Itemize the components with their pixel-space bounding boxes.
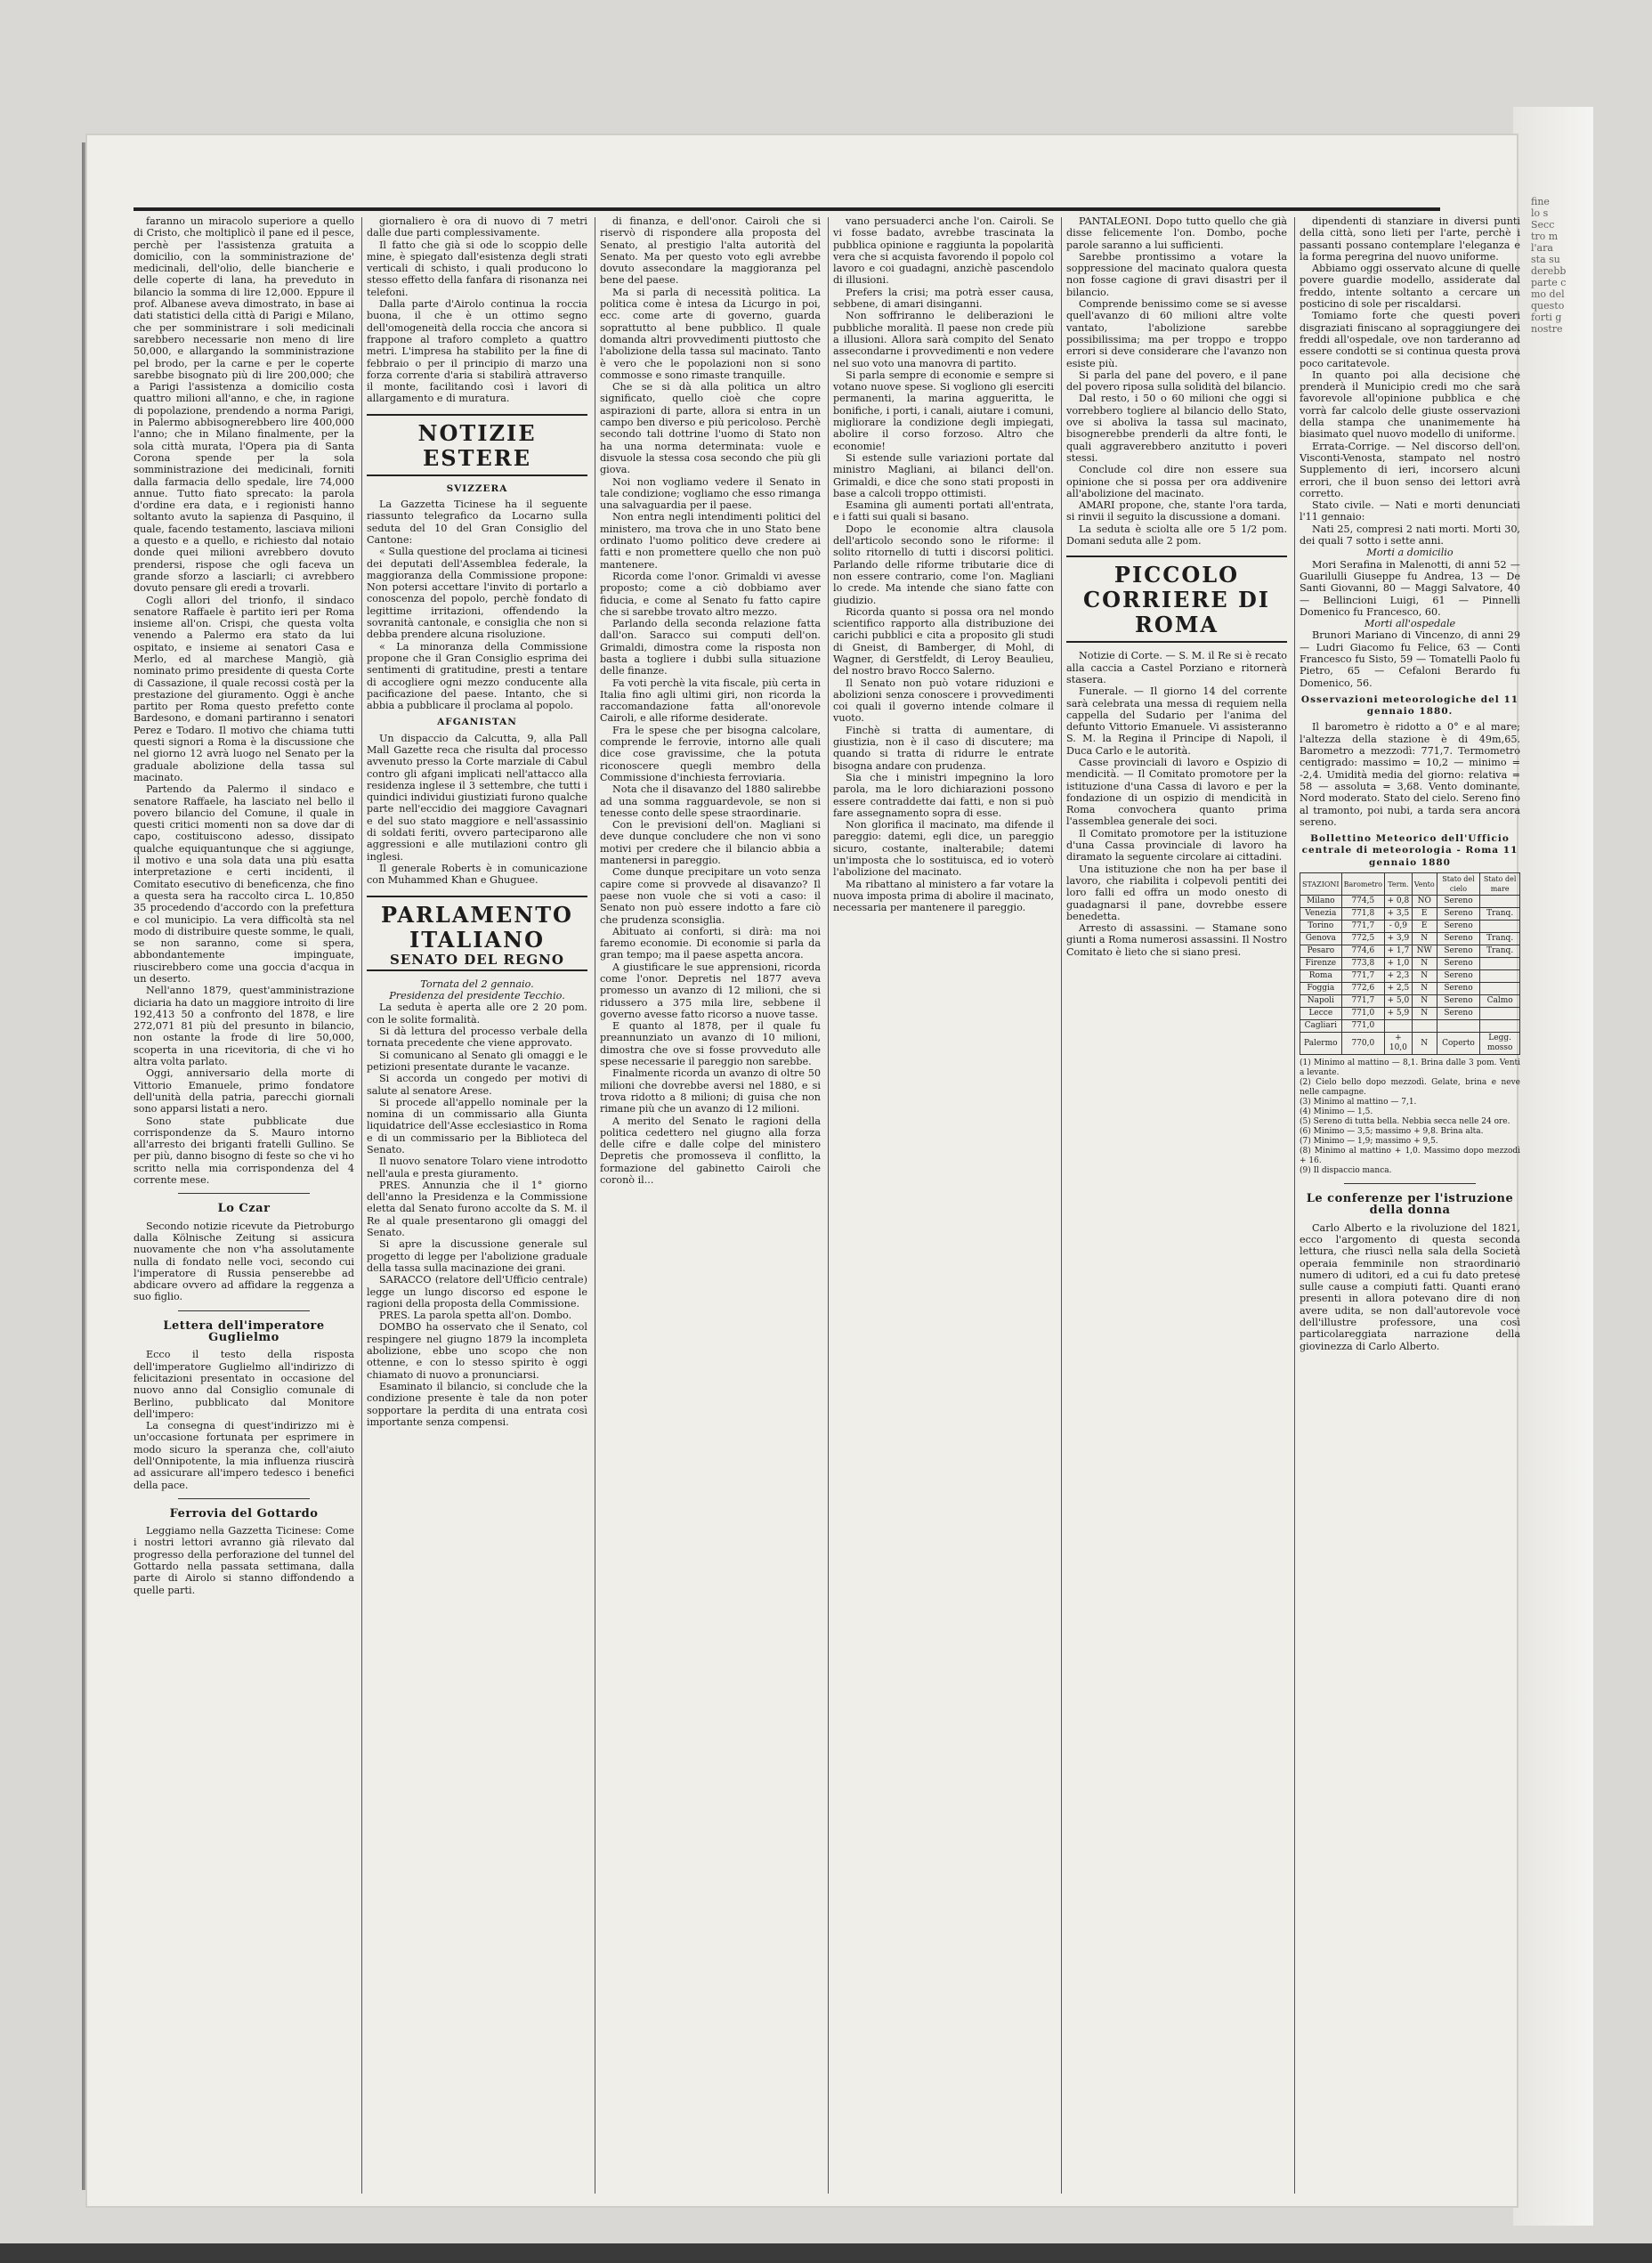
meteo-note: (8) Minimo al mattino + 1,0. Massimo dopo mezzodì + 16. bbox=[1300, 1147, 1520, 1166]
meteo-cell: Sereno bbox=[1437, 933, 1480, 945]
article-paragraph: Brunori Mariano di Vincenzo, di anni 29 — Ludri Giacomo fu Felice, 63 — Conti Francesco fu Sisto, 59 — Tomatelli Paolo fu Pietro, 65 — Cefaloni Berardo fu Domenico, 56. bbox=[1300, 629, 1520, 689]
section-separator bbox=[1344, 1183, 1477, 1184]
article-paragraph: Dopo le economie altra clausola dell'articolo secondo sono le riforme: il solito ritornello di tutti i discorsi politici. Parlando delle riforme tributarie dice di non essere contrario, come l'on. Magliani lo crede. Ma intende che siano fatte con giudizio. bbox=[833, 523, 1054, 606]
article-paragraph: Noi non vogliamo vedere il Senato in tale condizione; vogliamo che esso rimanga una salvaguardia per il paese. bbox=[600, 475, 821, 512]
article-paragraph: Il Comitato promotore per la istituzione d'una Cassa provinciale di lavoro ha diramato la seguente circolare ai cittadini. bbox=[1066, 827, 1287, 864]
article-paragraph: Si dà lettura del processo verbale della tornata precedente che viene approvato. bbox=[367, 1026, 587, 1050]
article-paragraph: Ricorda come l'onor. Grimaldi vi avesse proposto; come a ciò dobbiamo aver fiducia, e come al Senato fu fatto capire che si sarebbe trovato altro mezzo. bbox=[600, 570, 821, 618]
article-paragraph: SARACCO (relatore dell'Ufficio centrale) legge un lungo discorso ed espone le ragioni della proposta della Commissione. bbox=[367, 1274, 587, 1310]
meteo-cell: N bbox=[1412, 1008, 1437, 1020]
meteo-table-body bbox=[1300, 896, 1520, 1055]
conferenze-text: Carlo Alberto e la rivoluzione del 1821, ecco l'argomento di questa seconda lettura, che riuscì nella sala della Società operaia femminile non straordinario numero di uditori, ed a cui fu dato pretese sulle cause a compiuti fatti. Quanti erano presenti in allora potevano dire di non avere udita, se non dall'autorevole voce dell'illustre professore, una così particolareggiata narrazione della giovinezza di Carlo Alberto. bbox=[1300, 1221, 1520, 1352]
article-paragraph: Il generale Roberts è in comunicazione con Muhammed Khan e Ghuguee. bbox=[367, 862, 587, 887]
meteo-cell: + 0,8 bbox=[1385, 896, 1413, 908]
meteo-header-cell: Term. bbox=[1385, 873, 1413, 896]
article-paragraph: vano persuaderci anche l'on. Cairoli. Se vi fosse badato, avrebbe trascinata la pubblica opinione e raggiunta la popolarità vera che si acquista favorendo il popolo col lavoro e coi guadagni, anzichè pascendolo di illusioni. bbox=[833, 215, 1054, 287]
article-paragraph: Sono state pubblicate due corrispondenze da S. Mauro intorno all'arresto dei briganti fratelli Gullino. Se per più, danno bisogno di feste so che vi ho scritto nella mia corrispondenza del 4 corrente mese. bbox=[134, 1115, 354, 1187]
meteo-header-cell: Stato del cielo bbox=[1437, 873, 1480, 896]
column-divider bbox=[1294, 217, 1295, 2194]
meteo-cell: Foggia bbox=[1300, 983, 1342, 995]
article-paragraph: Casse provinciali di lavoro e Ospizio di mendicità. — Il Comitato promotore per la istituzione d'una Cassa di lavoro e per la fondazione di un ospizio di mendicità in Roma convochera quanto prima l'assemblea generale dei soci. bbox=[1066, 756, 1287, 828]
meteo-row bbox=[1300, 908, 1520, 921]
meteo-cell: Torino bbox=[1300, 921, 1342, 933]
meteo-row bbox=[1300, 1033, 1520, 1055]
meteo-cell: + 10,0 bbox=[1385, 1033, 1413, 1055]
column-3 bbox=[600, 215, 821, 2263]
banner-title: NOTIZIE ESTERE bbox=[417, 419, 537, 471]
article-paragraph: Arresto di assassini. — Stamane sono giunti a Roma numerosi assassini. Il Nostro Comitato è lieto che si siano presi. bbox=[1066, 922, 1287, 958]
article-paragraph: Notizie di Corte. — S. M. il Re si è recato alla caccia a Castel Porziano e ritornerà stasera. bbox=[1066, 650, 1287, 685]
meteo-cell: Legg. mosso bbox=[1480, 1033, 1520, 1055]
session-line: Tornata del 2 gennaio. bbox=[420, 977, 534, 990]
article-paragraph: Il fatto che già si ode lo scoppio delle mine, è spiegato dall'esistenza degli strati verticali di schisto, i quali producono lo stesso effetto della fanfara di risonanza nei telefoni. bbox=[367, 239, 587, 298]
meteo-row bbox=[1300, 896, 1520, 908]
article-paragraph: Funerale. — Il giorno 14 del corrente sarà celebrata una messa di requiem nella cappella del Sudario per l'anima del defunto Vittorio Emanuele. Vi assisteranno S. M. la Regina il Principe di Napoli, il Duca Carlo e le autorità. bbox=[1066, 685, 1287, 757]
article-paragraph: Sia che i ministri impegnino la loro parola, ma le loro dichiarazioni possono essere contraddette dai fatti, e non si può fare assegnamento sopra di esse. bbox=[833, 771, 1054, 819]
column-1 bbox=[134, 215, 354, 2263]
meteo-cell: Sereno bbox=[1437, 908, 1480, 921]
column-6-blocks bbox=[1300, 215, 1520, 869]
meteo-cell: Firenze bbox=[1300, 958, 1342, 970]
article-paragraph: A giustificare le sue apprensioni, ricorda come l'onor. Depretis nel 1877 aveva promesso un avanzo di 12 milioni, che si ridussero a 375 mila lire, sebbene il governo avesse fatto ricorso a nuove tasse. bbox=[600, 961, 821, 1020]
meteo-cell: 771,0 bbox=[1341, 1020, 1384, 1033]
column-divider bbox=[828, 217, 829, 2194]
article-paragraph: Abituato ai conforti, si dirà: ma noi faremo economie. Di economie si parla da gran tempo; ma il paese aspetta ancora. bbox=[600, 925, 821, 961]
meteo-cell: Sereno bbox=[1437, 970, 1480, 983]
session-line: Morti all'ospedale bbox=[1364, 618, 1456, 630]
article-paragraph: giornaliero è ora di nuovo di 7 metri dalle due parti complessivamente. bbox=[367, 215, 587, 239]
article-paragraph: Ma si parla di necessità politica. La politica come è intesa da Licurgo in poi, ecc. come arte di governo, guarda soprattutto al bene pubblico. Il quale domanda altri provvedimenti piuttosto che l'abolizione della tassa sul macinato. Tanto è vero che le popolazioni non si sono commosse e sono rimaste tranquille. bbox=[600, 286, 821, 381]
meteo-cell: + 5,0 bbox=[1385, 995, 1413, 1008]
article-paragraph: Prefers la crisi; ma potrà esser causa, sebbene, di amari disinganni. bbox=[833, 286, 1054, 311]
meteo-cell: N bbox=[1412, 933, 1437, 945]
section-subheading: AFGANISTAN bbox=[437, 717, 517, 728]
article-paragraph: Una istituzione che non ha per base il lavoro, che riabilita i colpevoli pentiti dei loro falli ed offra un modo onesto di guadagnarsi il pane, dovrebbe essere benedetta. bbox=[1066, 863, 1287, 922]
meteo-row bbox=[1300, 958, 1520, 970]
meteo-cell bbox=[1385, 1020, 1413, 1033]
article-paragraph: Sarebbe prontissimo a votare la soppressione del macinato qualora questa non fosse cagione di gravi disastri per il bilancio. bbox=[1066, 250, 1287, 298]
meteo-row bbox=[1300, 970, 1520, 983]
column-4 bbox=[833, 215, 1054, 2263]
meteo-header-cell: STAZIONI bbox=[1300, 873, 1342, 896]
column-5 bbox=[1066, 215, 1287, 2263]
meteo-cell: Sereno bbox=[1437, 958, 1480, 970]
section-subheading: Bollettino Meteorico dell'Ufficio centrale di meteorologia - Roma 11 gennaio 1880 bbox=[1301, 833, 1518, 868]
meteo-cell: + 1,7 bbox=[1385, 945, 1413, 958]
meteo-cell: Coperto bbox=[1437, 1033, 1480, 1055]
meteo-note: (9) Il dispaccio manca. bbox=[1300, 1166, 1392, 1176]
top-rule bbox=[134, 207, 1440, 211]
article-paragraph: Il Senato non può votare riduzioni e abolizioni senza conoscere i provvedimenti coi quali il governo intende colmare il vuoto. bbox=[833, 677, 1054, 725]
article-paragraph: Mori Serafina in Malenotti, di anni 52 — Guarilulli Giuseppe fu Andrea, 13 — De Santi Giovanni, 80 — Maggi Salvatore, 40 — Bellincioni Luigi, 61 — Pinnelli Domenico fu Francesco, 60. bbox=[1300, 558, 1520, 618]
article-paragraph: A merito del Senato le ragioni della politica cedettero nel giugno alla forza delle cifre e dalle colpe del ministero Depretis che promosseva il conflitto, la formazione del gabinetto Cairoli che coronò il... bbox=[600, 1115, 821, 1187]
article-heading: Lo Czar bbox=[217, 1202, 271, 1216]
column-2 bbox=[367, 215, 587, 2263]
article-paragraph: Non soffriranno le deliberazioni le pubbliche moralità. Il paese non crede più a illusioni. Allora sarà compito del Senato assecondarne i provvedimenti e non vedere nel suo voto una manovra di partito. bbox=[833, 310, 1054, 369]
article-paragraph: La consegna di quest'indirizzo mi è un'occasione fortunata per esprimere in modo sicuro la speranza che, coll'aiuto dell'Onnipotente, la mia influenza riuscirà ad assicurare all'impero tedesco i benefici della pace. bbox=[134, 1420, 354, 1491]
meteo-row bbox=[1300, 983, 1520, 995]
meteo-cell: Lecce bbox=[1300, 1008, 1342, 1020]
article-heading: Ferrovia del Gottardo bbox=[169, 1506, 319, 1521]
article-paragraph: Oggi, anniversario della morte di Vittorio Emanuele, primo fondatore dell'unità della patria, parecchi giornali sono apparsi listati a nero. bbox=[134, 1067, 354, 1115]
meteo-row bbox=[1300, 1008, 1520, 1020]
meteo-cell: Venezia bbox=[1300, 908, 1342, 921]
article-paragraph: Errata-Corrige. — Nel discorso dell'on. Visconti-Venosta, stampato nel nostro Supplemento di ieri, incorsero alcuni errori, che il buon senso dei lettori avrà corretto. bbox=[1300, 440, 1520, 499]
article-paragraph: La seduta è aperta alle ore 2 20 pom. con le solite formalità. bbox=[367, 1002, 587, 1026]
meteo-table bbox=[1300, 872, 1520, 1055]
article-paragraph: DOMBO ha osservato che il Senato, col respingere nel giugno 1879 la incompleta abolizione, ebbe uno scopo che non ottenne, e con lo stesso spirito è oggi chiamato di nuovo a pronunciarsi. bbox=[367, 1321, 587, 1381]
article-paragraph: Si comunicano al Senato gli omaggi e le petizioni presentate durante le vacanze. bbox=[367, 1049, 587, 1073]
section-banner bbox=[1066, 556, 1287, 643]
meteo-note: (2) Cielo bello dopo mezzodì. Gelate, brina e neve nelle campagne. bbox=[1300, 1078, 1520, 1098]
column-divider bbox=[361, 217, 362, 2194]
section-separator bbox=[178, 1193, 311, 1194]
article-paragraph: « La minoranza della Commissione propone che il Gran Consiglio esprima dei sentimenti di gratitudine, presti a tentare di accogliere ogni mezzo conducente alla pacificazione del paese. Intanto, che si abbia a pubblicare il proclama al popolo. bbox=[367, 640, 587, 712]
article-paragraph: Partendo da Palermo il sindaco e senatore Raffaele, ha lasciato nel bello il povero bilancio del Comune, il quale in questi critici momenti non sa dove dar di capo, costituiscono adesso, dissipato qualche equiquantunque che si aggiunge, il motivo e una sola data una più esatta interpretazione e certi incidenti, il Comitato esecutivo di beneficenza, che fino a questa sera ha raccolto circa L. 10,850 35 procedendo d'accordo con la prefettura e col municipio. La vera difficoltà sta nel modo di distribuire queste somme, le quali, se non saranno, come si spera, abbondantemente impinguate, riuscirebbero come una goccia d'acqua in un deserto. bbox=[134, 783, 354, 985]
meteo-header-cell: Vento bbox=[1412, 873, 1437, 896]
meteo-cell: 774,6 bbox=[1341, 945, 1384, 958]
article-paragraph: In quanto poi alla decisione che prenderà il Municipio credi mo che sarà favorevole all'opinione pubblica e che vorrà far calcolo delle giuste osservazioni della stampa che unanimemente ha biasimato quel nuovo modello di uniforme. bbox=[1300, 369, 1520, 441]
meteo-header-cell: Barometro bbox=[1341, 873, 1384, 896]
meteo-note: (1) Minimo al mattino — 8,1. Brina dalle 3 pom. Venti a levante. bbox=[1300, 1058, 1520, 1078]
article-paragraph: Con le previsioni dell'on. Magliani si deve dunque concludere che non vi sono motivi per credere che il bilancio abbia a mantenersi in pareggio. bbox=[600, 819, 821, 867]
meteo-cell: Pesaro bbox=[1300, 945, 1342, 958]
meteo-cell: 773,8 bbox=[1341, 958, 1384, 970]
meteo-cell: 771,0 bbox=[1341, 1008, 1384, 1020]
meteo-cell bbox=[1480, 921, 1520, 933]
meteo-row bbox=[1300, 995, 1520, 1008]
article-heading: Lettera dell'imperatore Guglielmo bbox=[163, 1318, 325, 1345]
meteo-cell: Genova bbox=[1300, 933, 1342, 945]
meteo-cell: Sereno bbox=[1437, 896, 1480, 908]
meteo-cell: Tranq. bbox=[1480, 933, 1520, 945]
article-paragraph: Fra le spese che per bisogna calcolare, comprende le ferrovie, intorno alle quali dice cose gravissime, che la potuta riconoscere quegli membro della Commissione d'inchiesta ferroviaria. bbox=[600, 724, 821, 783]
article-paragraph: Ma ribattano al ministero a far votare la nuova imposta prima di abolire il macinato, necessaria per mantenere il pareggio. bbox=[833, 878, 1054, 914]
meteo-cell: 771,7 bbox=[1341, 921, 1384, 933]
meteo-notes bbox=[1300, 1058, 1520, 1176]
article-paragraph: Nati 25, compresi 2 nati morti. Morti 30, dei quali 7 sotto i sette anni. bbox=[1300, 523, 1520, 548]
article-paragraph: Non glorifica il macinato, ma difende il pareggio: datemi, egli dice, un pareggio sicuro, costante, inalterabile; datemi un'imposta che lo sostituisca, ed io voterò l'abolizione del macinato. bbox=[833, 819, 1054, 879]
article-paragraph: dipendenti di stanziare in diversi punti della città, sono lieti per l'arte, perchè i passanti possano contemplare l'eleganza e la forma peregrina del nuovo uniforme. bbox=[1300, 215, 1520, 263]
article-paragraph: Come dunque precipitare un voto senza capire come si provvede al disavanzo? Il paese non vuole che si voti a caso: il Senato non può essere indotto a fare ciò che prudenza sconsiglia. bbox=[600, 866, 821, 926]
meteo-cell: Milano bbox=[1300, 896, 1342, 908]
meteo-cell bbox=[1480, 958, 1520, 970]
meteo-cell: 774,5 bbox=[1341, 896, 1384, 908]
banner-subtitle: SENATO DEL REGNO bbox=[390, 951, 564, 968]
meteo-note: (6) Minimo — 3,5; massimo + 9,8. Brina alta. bbox=[1300, 1127, 1484, 1137]
meteo-header-cell: Stato del mare bbox=[1480, 873, 1520, 896]
article-paragraph: « Sulla questione del proclama ai ticinesi dei deputati dell'Assemblea federale, la maggioranza della Commissione propone: Non potersi accettare l'invito di portarlo a conoscenza del popolo, perchè fondato di legittime irritazioni, offendendo la sovranità cantonale, e consiglia che non si debba prendere alcuna risoluzione. bbox=[367, 546, 587, 641]
article-paragraph: Un dispaccio da Calcutta, 9, alla Pall Mall Gazette reca che risulta dal processo avvenuto presso la Corte marziale di Cabul contro gli afgani implicati nell'attacco alla residenza inglese il 3 settembre, che tutti i quindici individui giustiziati furono qualche parte nell'eccidio dei maggiore Cavagnari e del suo stato maggiore e nell'assassinio di soldati feriti, ovvero parteciparono alle aggressioni e alle mutilazioni contro gli inglesi. bbox=[367, 732, 587, 863]
article-paragraph: Fa voti perchè la vita fiscale, più certa in Italia fino agli ultimi giri, non ricorda la raccomandazione fatta all'onorevole Cairoli, e alle riforme desiderate. bbox=[600, 677, 821, 725]
article-paragraph: Dalla parte d'Airolo continua la roccia buona, il che è un ottimo segno dell'omogeneità della roccia che ancora si frappone al traforo completo a quattro metri. L'impresa ha stabilito per la fine di febbraio o per il principio di marzo una forza corrente d'aria si stabilirà attraverso il monte, facilitando così i lavori di allargamento e di muratura. bbox=[367, 298, 587, 405]
meteo-cell: Sereno bbox=[1437, 1008, 1480, 1020]
article-paragraph: Stato civile. — Nati e morti denunciati l'11 gennaio: bbox=[1300, 499, 1520, 523]
article-paragraph: Tomiamo forte che questi poveri disgraziati finiscano al sopraggiungere dei freddi all'ospedale, ove non tarderanno ad essere condotti se si continua questa prova poco caritatevole. bbox=[1300, 310, 1520, 369]
article-paragraph: La Gazzetta Ticinese ha il seguente riassunto telegrafico da Locarno sulla seduta del 10 del Gran Consiglio del Cantone: bbox=[367, 499, 587, 546]
meteo-row bbox=[1300, 933, 1520, 945]
article-paragraph: Conclude col dire non essere sua opinione che si possa per ora addivenire all'abolizione del macinato. bbox=[1066, 464, 1287, 499]
banner-title: PARLAMENTO ITALIANO bbox=[381, 901, 573, 953]
adjacent-page-bleed bbox=[1513, 107, 1593, 2226]
article-paragraph: Dal resto, i 50 o 60 milioni che oggi si vorrebbero togliere al bilancio dello Stato, ove si aboliva la tassa sul macinato, bisognerebbe prenderli da altre fonti, le quali aggraverebbero anzitutto i poveri stessi. bbox=[1066, 393, 1287, 464]
article-paragraph: Si accorda un congedo per motivi di salute al senatore Arese. bbox=[367, 1073, 587, 1097]
article-paragraph: Comprende benissimo come se si avesse quell'avanzo di 60 milioni altre volte vantato, l'abolizione sarebbe possibilissima; ma per troppo e troppo errori si deve considerare che l'avanzo non esiste più. bbox=[1066, 298, 1287, 369]
section-separator bbox=[178, 1310, 311, 1311]
article-paragraph: Leggiamo nella Gazzetta Ticinese: Come i nostri lettori avranno già rilevato dal progresso della perforazione del tunnel del Gottardo nella passata settimana, dalla parte di Airolo si stanno diffondendo a quelle parti. bbox=[134, 1525, 354, 1596]
section-subheading: Osservazioni meteorologiche del 11 gennaio 1880. bbox=[1300, 694, 1519, 718]
article-paragraph: Finchè si tratta di aumentare, di giustizia, non è il caso di discutere; ma quando si tratta di ridurre le entrate bisogna andare con prudenza. bbox=[833, 724, 1054, 772]
meteo-cell: + 5,9 bbox=[1385, 1008, 1413, 1020]
meteo-row bbox=[1300, 1020, 1520, 1033]
banner-title: PICCOLO CORRIERE DI ROMA bbox=[1082, 562, 1271, 638]
session-line: Morti a domicilio bbox=[1366, 547, 1454, 559]
column-divider bbox=[1061, 217, 1062, 2194]
meteo-cell bbox=[1480, 1020, 1520, 1033]
article-paragraph: Parlando della seconda relazione fatta dall'on. Saracco sui computi dell'on. Grimaldi, dimostra come la risposta non basta a togliere i dubbi sulla situazione delle finanze. bbox=[600, 618, 821, 677]
meteo-note: (7) Minimo — 1,9; massimo + 9,5. bbox=[1300, 1137, 1438, 1147]
meteo-cell: Roma bbox=[1300, 970, 1342, 983]
meteo-note: (3) Minimo al mattino — 7,1. bbox=[1300, 1098, 1417, 1107]
article-paragraph: Nota che il disavanzo del 1880 salirebbe ad una somma ragguardevole, se non si tenesse conto delle spese straordinarie. bbox=[600, 783, 821, 819]
section-subheading: SVIZZERA bbox=[446, 483, 508, 494]
article-paragraph: La seduta è sciolta alle ore 5 1/2 pom. Domani seduta alle 2 pom. bbox=[1066, 523, 1287, 548]
article-paragraph: Il nuovo senatore Tolaro viene introdotto nell'aula e presta giuramento. bbox=[367, 1156, 587, 1180]
meteo-cell: 771,7 bbox=[1341, 995, 1384, 1008]
article-paragraph: Ricorda quanto si possa ora nel mondo scientifico rapporto alla distribuzione dei carichi pubblici e cita a proposito gli studi di Gneist, di Bamberger, di Mohl, di Wagner, di Gerstfeldt, di Leroy Beaulieu, del nostro bravo Rocco Salerno. bbox=[833, 605, 1054, 677]
meteo-cell: NO bbox=[1412, 896, 1437, 908]
meteo-cell bbox=[1412, 1020, 1437, 1033]
meteo-table-header bbox=[1300, 873, 1520, 896]
article-paragraph: Che se si dà alla politica un altro significato, quello cioè che copre aspirazioni di parte, allora si entra in un campo ben diverso e più pericoloso. Perchè secondo tali dottrine l'uomo di Stato non ha una norma determinata: vuole e disvuole la stessa cosa secondo che più gli giova. bbox=[600, 381, 821, 476]
meteo-cell: Tranq. bbox=[1480, 908, 1520, 921]
meteo-cell: + 2,3 bbox=[1385, 970, 1413, 983]
article-paragraph: Il barometro è ridotto a 0° e al mare; l'altezza della stazione è di 49m,65. Barometro a mezzodì: 771,7. Termometro centigrado: massimo = 10,2 — minimo = -2,4. Umidità media del giorno: relativa = 58 — assoluta = 3,68. Vento dominante. Nord moderato. Stato del cielo. Sereno fino al tramonto, poi nubi, a tarda sera ancora sereno. bbox=[1300, 721, 1520, 828]
article-paragraph: PANTALEONI. Dopo tutto quello che già disse felicemente l'on. Dombo, poche parole saranno a lui sufficienti. bbox=[1066, 215, 1287, 251]
meteo-cell bbox=[1437, 1020, 1480, 1033]
article-paragraph: Non entra negli intendimenti politici del ministero, ma trova che in uno Stato bene ordinato l'uomo politico deve credere ai fatti e non promettere quello che non può mantenere. bbox=[600, 511, 821, 571]
meteo-cell: 772,5 bbox=[1341, 933, 1384, 945]
meteo-cell: Sereno bbox=[1437, 995, 1480, 1008]
article-paragraph: Esamina gli aumenti portati all'entrata, e i fatti sui quali si basano. bbox=[833, 499, 1054, 523]
article-paragraph: Secondo notizie ricevute da Pietroburgo dalla Kölnische Zeitung si assicura nuovamente che non v'ha assolutamente nulla di fondato nelle voci, secondo cui l'imperatore di Russia penserebbe ad abdicare ovvero ad affidare la reggenza a suo figlio. bbox=[134, 1220, 354, 1303]
article-paragraph: Finalmente ricorda un avanzo di oltre 50 milioni che dovrebbe aversi nel 1880, e si trova ridotto a 8 milioni; di guisa che non rimane più che un avanzo di 12 milioni. bbox=[600, 1067, 821, 1115]
meteo-cell: E bbox=[1412, 921, 1437, 933]
section-banner bbox=[367, 414, 587, 476]
meteo-row bbox=[1300, 921, 1520, 933]
article-paragraph: Si procede all'appello nominale per la nomina di un commissario alla Giunta liquidatrice dell'Asse ecclesiastico in Roma e di un commissario per la Biblioteca del Senato. bbox=[367, 1096, 587, 1156]
meteo-row bbox=[1300, 945, 1520, 958]
meteo-cell: Calmo bbox=[1480, 995, 1520, 1008]
section-banner bbox=[367, 896, 587, 971]
article-paragraph: Cogli allori del trionfo, il sindaco senatore Raffaele è partito ieri per Roma insieme all'on. Crispi, che questa volta venendo a Palermo era stato da lui ospitato, e insieme ai senatori Casa e Merlo, ed al marchese Mangiò, già nominato primo presidente di questa Corte di Cassazione, il quale recossi costà per la prestazione del giuramento. Oggi è anche partito per Roma questo prefetto conte Bardesono, e domani partiranno i senatori Perez e Todaro. Il motivo che chiama tutti questi signori a Roma è la discussione che nel giorno 12 avrà luogo nel Senato per la graduale abolizione della tassa sul macinato. bbox=[134, 594, 354, 783]
article-paragraph: Si apre la discussione generale sul progetto di legge per l'abolizione graduale della tassa sulla macinazione dei grani. bbox=[367, 1238, 587, 1274]
meteo-cell: N bbox=[1412, 958, 1437, 970]
article-paragraph: PRES. Annunzia che il 1° giorno dell'anno la Presidenza e la Commissione eletta dal Senato furono accolte da S. M. il Re al quale presentarono gli omaggi del Senato. bbox=[367, 1179, 587, 1239]
article-paragraph: di finanza, e dell'onor. Cairoli che si riservò di rispondere alla proposta del Senato, al prestigio l'alta autorità del Senato. Ma per questo voto egli avrebbe dovuto assecondare la maggioranza pel bene del paese. bbox=[600, 215, 821, 287]
meteo-cell: + 3,9 bbox=[1385, 933, 1413, 945]
meteo-cell: 771,7 bbox=[1341, 970, 1384, 983]
meteo-cell: N bbox=[1412, 970, 1437, 983]
meteo-cell bbox=[1480, 1008, 1520, 1020]
meteo-cell bbox=[1480, 970, 1520, 983]
meteo-cell: N bbox=[1412, 983, 1437, 995]
section-separator bbox=[178, 1498, 311, 1499]
meteo-cell: Sereno bbox=[1437, 921, 1480, 933]
article-paragraph: Si parla del pane del povero, e il pane del povero riposa sulla solidità del bilancio. bbox=[1066, 369, 1287, 393]
meteo-cell: Palermo bbox=[1300, 1033, 1342, 1055]
meteo-cell: + 1,0 bbox=[1385, 958, 1413, 970]
meteo-cell: 770,0 bbox=[1341, 1033, 1384, 1055]
article-paragraph: PRES. La parola spetta all'on. Dombo. bbox=[379, 1310, 572, 1322]
meteo-cell: Tranq. bbox=[1480, 945, 1520, 958]
meteo-cell: + 2,5 bbox=[1385, 983, 1413, 995]
column-6 bbox=[1300, 215, 1520, 2263]
adjacent-page-text: fine lo s Secc tro m l'ara sta su derebb parte c mo del questo forti g nostre bbox=[1531, 196, 1567, 335]
meteo-cell bbox=[1480, 896, 1520, 908]
meteo-cell: NW bbox=[1412, 945, 1437, 958]
meteo-note: (4) Minimo — 1,5. bbox=[1300, 1107, 1373, 1117]
meteo-cell bbox=[1480, 983, 1520, 995]
meteo-cell: Sereno bbox=[1437, 983, 1480, 995]
meteo-note: (5) Sereno di tutta bella. Nebbia secca nelle 24 ore. bbox=[1300, 1117, 1510, 1127]
meteo-cell: 771,8 bbox=[1341, 908, 1384, 921]
meteo-cell: Napoli bbox=[1300, 995, 1342, 1008]
article-paragraph: faranno un miracolo superiore a quello di Cristo, che moltiplicò il pane ed il pesce, perchè per l'assistenza gratuita a domicilio, con la somministrazione de' medicinali, dell'olio, delle biancherie e delle coperte di lana, ha preveduto in bilancio la somma di lire 12,000. Eppure il prof. Albanese aveva dimostrato, in base ai dati statistici della città di Parigi e Milano, che per somministrare i soli medicinali sarebbero necessarie non meno di lire 50,000, e allargando la somministrazione pel brodo, per la carne e per le coperte sarebbe bisognato più di lire 200,000; che a Parigi l'assistenza a domicilio costa quattro milioni all'anno, e che, in ragione di popolazione, prendendo a norma Parigi, in Palermo abbisognerebbero lire 400,000 l'anno; che in Milano finalmente, per la sola città murata, l'Opera pia di Santa Corona spende per la sola somministrazione dei medicinali, forniti dalla farmacia dello spedale, lire 74,000 annue. Tutto fiato sprecato: la parola d'ordine era data, e i regionisti hanno soltanto avuto la sapienza di Pasquino, il quale, facendo testamento, lasciava milioni a questo e a quello, e richiesto dal notaio donde quei milioni avrebbero dovuto prendersi, rispose che ogli faceva un grande sforzo a lasciarli; ci avrebbero dovuto pensare gli eredi a trovarli. bbox=[134, 215, 354, 595]
meteo-cell: N bbox=[1412, 995, 1437, 1008]
article-paragraph: E quanto al 1878, per il quale fu preannunziato un avanzo di 10 milioni, dimostra che ove si fosse provveduto alle spese necessarie il pareggio non sarebbe. bbox=[600, 1020, 821, 1068]
meteo-cell: 772,6 bbox=[1341, 983, 1384, 995]
conferenze-title: Le conferenze per l'istruzione della donna bbox=[1306, 1192, 1514, 1218]
article-paragraph: AMARI propone, che, stante l'ora tarda, si rinvii il seguito la discussione a domani. bbox=[1066, 499, 1287, 523]
meteo-cell: + 3,5 bbox=[1385, 908, 1413, 921]
article-paragraph: Si parla sempre di economie e sempre si votano nuove spese. Si vogliono gli eserciti permanenti, la marina aggueritta, le bonifiche, i porti, i canali, aiutare i comuni, migliorare la condizione degli impiegati, abolire il corso forzoso. Altro che economie! bbox=[833, 369, 1054, 452]
article-paragraph: Nell'anno 1879, quest'amministrazione diciaria ha dato un maggiore introito di lire 192,413 50 a confronto del 1878, e lire 272,071 81 più del presunto in bilancio, non ostante la frode di lire 50,000, scoperta in una ricevitoria, di che vi ho altra volta parlato. bbox=[134, 985, 354, 1068]
article-paragraph: Abbiamo oggi osservato alcune di quelle povere guardie modello, assiderate dal freddo, intente soltanto a cercare un posticino di sole per riscaldarsi. bbox=[1300, 263, 1520, 311]
meteo-cell: Cagliari bbox=[1300, 1020, 1342, 1033]
session-line: Presidenza del presidente Tecchio. bbox=[389, 990, 565, 1002]
article-paragraph: Ecco il testo della risposta dell'imperatore Guglielmo all'indirizzo di felicitazioni presentato in occasione del nuovo anno dal Consiglio comunale di Berlino, pubblicato dal Monitore dell'impero: bbox=[134, 1349, 354, 1420]
meteo-cell: Sereno bbox=[1437, 945, 1480, 958]
meteo-cell: N bbox=[1412, 1033, 1437, 1055]
meteo-cell: - 0,9 bbox=[1385, 921, 1413, 933]
meteo-cell: E bbox=[1412, 908, 1437, 921]
article-paragraph: Si estende sulle variazioni portate dal ministro Magliani, ai bilanci dell'on. Grimaldi, e dice che sono stati proposti in base a calcoli troppo ottimisti. bbox=[833, 451, 1054, 499]
article-paragraph: Esaminato il bilancio, si conclude che la condizione presente è tale da non poter sopportare la perdita di una entrata così importante senza compensi. bbox=[367, 1380, 587, 1428]
